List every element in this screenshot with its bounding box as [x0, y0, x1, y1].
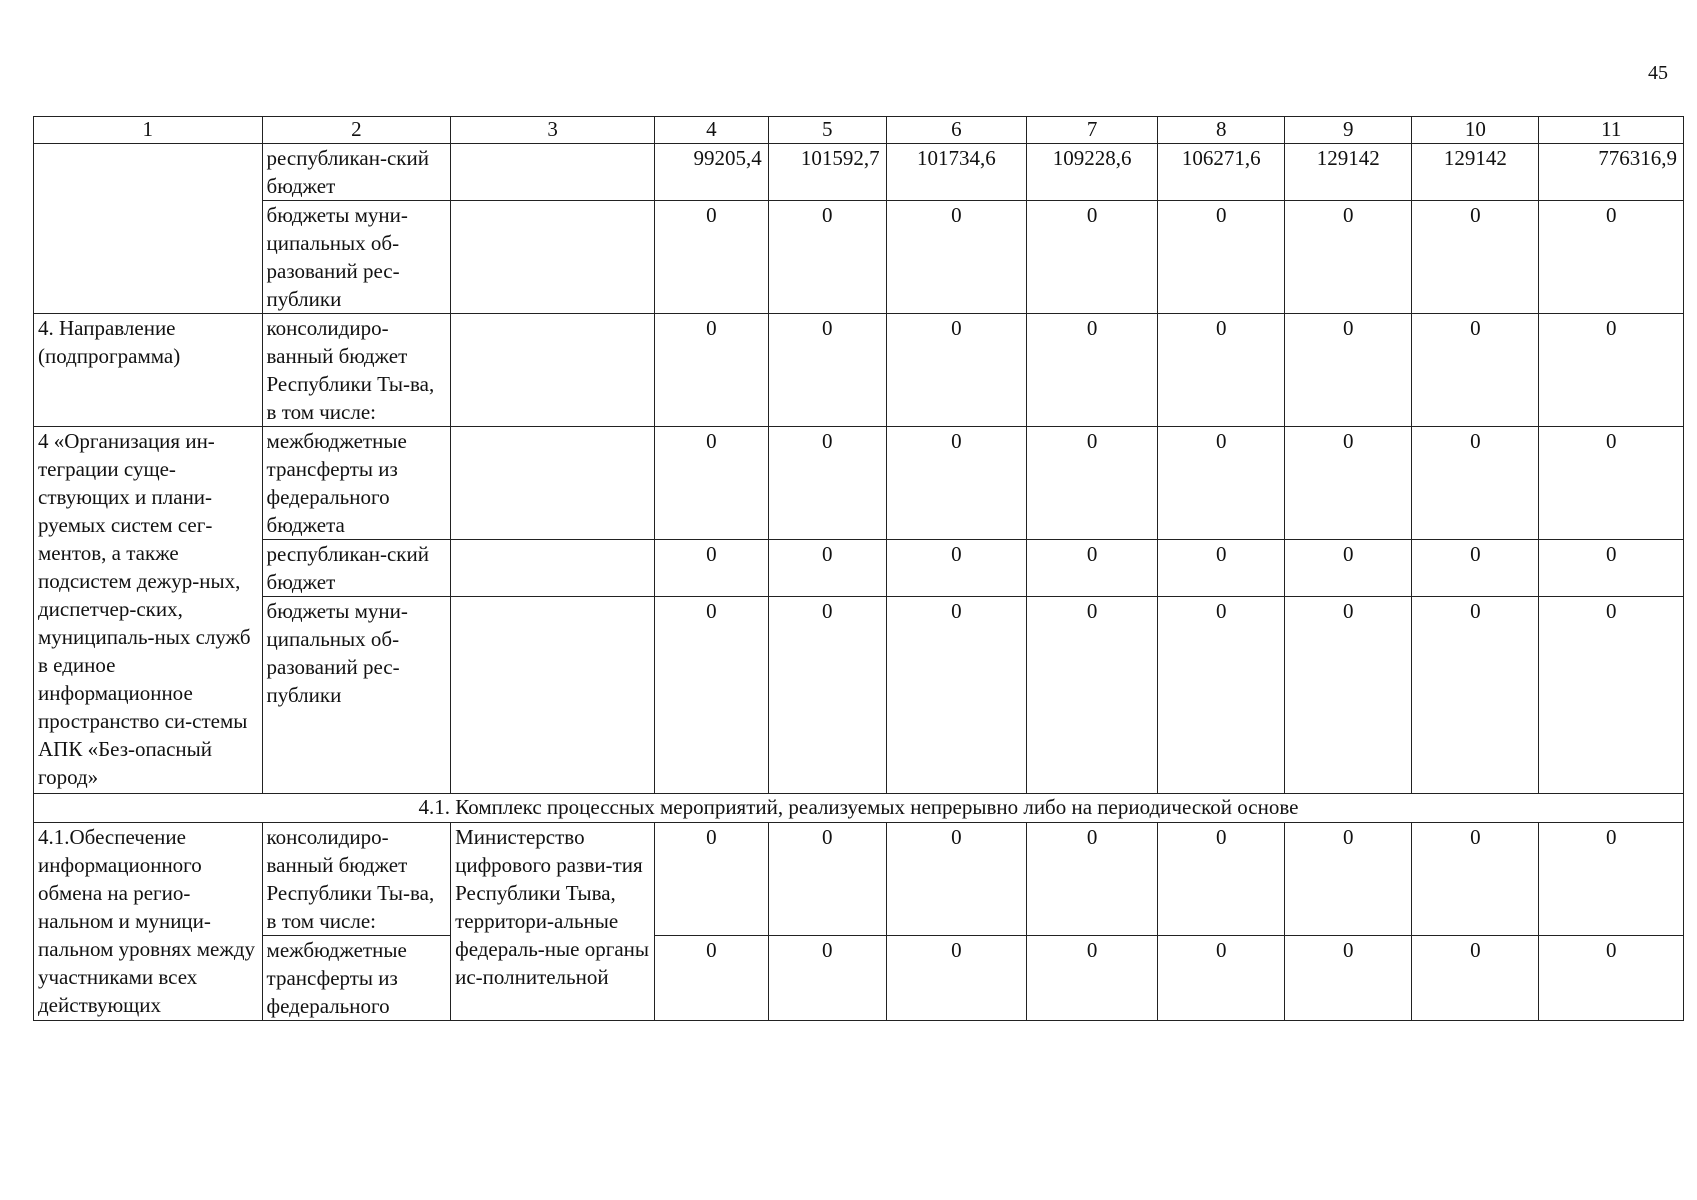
- value-cell: 0: [1412, 823, 1539, 936]
- column-header: 4: [655, 117, 769, 144]
- value-cell: 0: [655, 540, 769, 597]
- value-cell: 0: [1285, 540, 1412, 597]
- value-cell: 0: [1158, 936, 1285, 1021]
- funding-source-cell: консолидиро-ванный бюджет Республики Ты-ва, в том числе:: [262, 823, 451, 936]
- funding-source-cell: межбюджетные трансферты из федерального бюджета: [262, 427, 451, 540]
- value-cell: 0: [1027, 823, 1158, 936]
- column-header: 5: [768, 117, 886, 144]
- value-cell: 0: [768, 823, 886, 936]
- value-cell: 0: [1027, 427, 1158, 540]
- value-cell: 0: [1285, 936, 1412, 1021]
- value-cell: 0: [655, 823, 769, 936]
- value-cell: 0: [1412, 427, 1539, 540]
- executor-cell: [451, 201, 655, 314]
- section-title: 4.1. Комплекс процессных мероприятий, реализуемых непрерывно либо на периодической основе: [34, 794, 1684, 823]
- table-row: [34, 936, 1684, 1021]
- column-number-header-row: [34, 117, 1684, 144]
- value-cell: 0: [655, 936, 769, 1021]
- value-cell: 0: [1158, 540, 1285, 597]
- executor-cell: [451, 427, 655, 540]
- row-label-cell: [34, 144, 263, 314]
- value-cell: 0: [1412, 540, 1539, 597]
- funding-source-cell: межбюджетные трансферты из федерального: [262, 936, 451, 1021]
- value-cell: 0: [655, 314, 769, 427]
- column-header: 1: [34, 117, 263, 144]
- value-cell: 101734,6: [886, 144, 1026, 201]
- table-row: [34, 597, 1684, 794]
- value-cell: 0: [886, 540, 1026, 597]
- column-header: 8: [1158, 117, 1285, 144]
- value-cell: 106271,6: [1158, 144, 1285, 201]
- row-label-cell: 4 «Организация ин-теграции суще-ствующих и плани-руемых систем сег-ментов, а также подсистем дежур-ных, диспетчер-ских, муниципаль-ных служб в единое информационное пространство си-стемы АПК «Без-опасный город»: [34, 427, 263, 794]
- table-row: [34, 540, 1684, 597]
- value-cell: 0: [768, 314, 886, 427]
- value-cell: 0: [1027, 936, 1158, 1021]
- value-cell: 0: [1285, 823, 1412, 936]
- column-header: 9: [1285, 117, 1412, 144]
- value-cell: 0: [886, 823, 1026, 936]
- column-header: 2: [262, 117, 451, 144]
- executor-cell: [451, 597, 655, 794]
- value-cell: 0: [768, 597, 886, 794]
- column-header: 6: [886, 117, 1026, 144]
- value-cell: 0: [655, 201, 769, 314]
- value-cell: 0: [1539, 540, 1684, 597]
- funding-source-cell: бюджеты муни-ципальных об-разований рес-публики: [262, 201, 451, 314]
- page-number: 45: [1648, 62, 1668, 84]
- value-cell: 0: [1158, 201, 1285, 314]
- value-cell: 0: [1539, 201, 1684, 314]
- value-cell: 0: [1158, 427, 1285, 540]
- value-cell: 0: [886, 936, 1026, 1021]
- section-row: [34, 794, 1684, 823]
- row-label-cell: 4.1.Обеспечение информационного обмена на регио-нальном и муници-пальном уровнях между участниками всех действующих: [34, 823, 263, 1021]
- executor-cell: [451, 540, 655, 597]
- value-cell: 0: [1412, 936, 1539, 1021]
- value-cell: 0: [1285, 597, 1412, 794]
- value-cell: 0: [768, 540, 886, 597]
- value-cell: 0: [1412, 201, 1539, 314]
- value-cell: 0: [655, 427, 769, 540]
- value-cell: 0: [886, 597, 1026, 794]
- value-cell: 0: [1539, 597, 1684, 794]
- table-row: [34, 144, 1684, 201]
- value-cell: 0: [1158, 823, 1285, 936]
- value-cell: 0: [1539, 314, 1684, 427]
- value-cell: 0: [1027, 314, 1158, 427]
- value-cell: 0: [1285, 201, 1412, 314]
- value-cell: 776316,9: [1539, 144, 1684, 201]
- value-cell: 0: [1539, 936, 1684, 1021]
- value-cell: 0: [1285, 314, 1412, 427]
- column-header: 3: [451, 117, 655, 144]
- budget-table: [33, 116, 1684, 1021]
- funding-source-cell: республикан-ский бюджет: [262, 144, 451, 201]
- funding-source-cell: бюджеты муни-ципальных об-разований рес-публики: [262, 597, 451, 794]
- column-header: 11: [1539, 117, 1684, 144]
- value-cell: 129142: [1285, 144, 1412, 201]
- value-cell: 0: [1158, 314, 1285, 427]
- row-label-cell: 4. Направление (подпрограмма): [34, 314, 263, 427]
- column-header: 10: [1412, 117, 1539, 144]
- value-cell: 0: [655, 597, 769, 794]
- table-row: [34, 314, 1684, 427]
- value-cell: 0: [768, 427, 886, 540]
- value-cell: 0: [886, 201, 1026, 314]
- table-row: [34, 427, 1684, 540]
- executor-cell: [451, 314, 655, 427]
- value-cell: 0: [886, 314, 1026, 427]
- value-cell: 0: [1285, 427, 1412, 540]
- value-cell: 101592,7: [768, 144, 886, 201]
- executor-cell: Министерство цифрового разви-тия Республики Тыва, территори-альные федераль-ные органы ис-полнительной: [451, 823, 655, 1021]
- funding-source-cell: республикан-ский бюджет: [262, 540, 451, 597]
- value-cell: 0: [768, 201, 886, 314]
- value-cell: 0: [1539, 823, 1684, 936]
- value-cell: 99205,4: [655, 144, 769, 201]
- table-row: [34, 823, 1684, 936]
- value-cell: 0: [1158, 597, 1285, 794]
- funding-source-cell: консолидиро-ванный бюджет Республики Ты-ва, в том числе:: [262, 314, 451, 427]
- value-cell: 0: [768, 936, 886, 1021]
- value-cell: 129142: [1412, 144, 1539, 201]
- value-cell: 109228,6: [1027, 144, 1158, 201]
- value-cell: 0: [1412, 314, 1539, 427]
- value-cell: 0: [1027, 201, 1158, 314]
- value-cell: 0: [1027, 540, 1158, 597]
- value-cell: 0: [1027, 597, 1158, 794]
- table-row: [34, 201, 1684, 314]
- executor-cell: [451, 144, 655, 201]
- column-header: 7: [1027, 117, 1158, 144]
- value-cell: 0: [1412, 597, 1539, 794]
- value-cell: 0: [886, 427, 1026, 540]
- value-cell: 0: [1539, 427, 1684, 540]
